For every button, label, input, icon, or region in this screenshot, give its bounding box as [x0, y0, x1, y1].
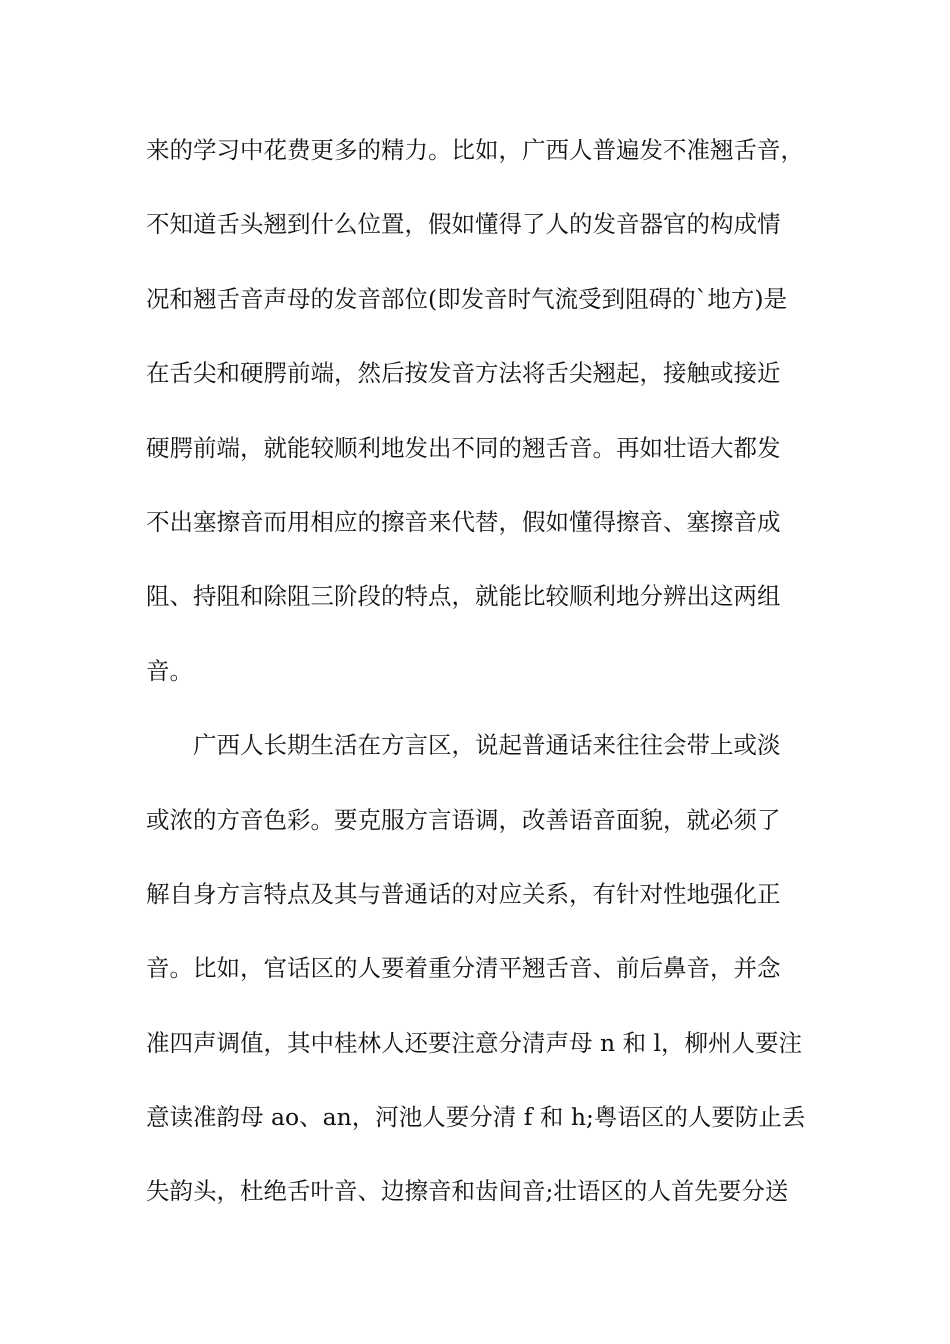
text-line: 在舌尖和硬腭前端，然后按发音方法将舌尖翘起，接触或接近 — [146, 359, 781, 388]
text-line: 来的学习中花费更多的精力。比如，广西人普遍发不准翘舌音， — [146, 136, 804, 164]
text-line: 音。 — [146, 656, 193, 685]
text-line: 意读准韵母 ao、an，河池人要分清 f 和 h;粤语区的人要防止丢 — [146, 1103, 806, 1132]
text-line: 解自身方言特点及其与普通话的对应关系，有针对性地强化正 — [146, 879, 781, 908]
text-line: 不出塞擦音而用相应的擦音来代替，假如懂得擦音、塞擦音成 — [146, 507, 781, 536]
text-line: 阻、持阻和除阻三阶段的特点，就能比较顺利地分辨出这两组 — [146, 582, 781, 611]
text-line: 失韵头，杜绝舌叶音、边擦音和齿间音;壮语区的人首先要分送 — [146, 1177, 789, 1206]
body-text — [146, 132, 806, 1248]
text-line: 不知道舌头翘到什么位置，假如懂得了人的发音器官的构成情 — [146, 210, 781, 239]
paragraph-start-line: 广西人长期生活在方言区，说起普通话来往往会带上或淡 — [193, 731, 781, 760]
text-line: 况和翘舌音声母的发音部位(即发音时气流受到阻碍的`地方)是 — [146, 284, 788, 313]
text-line: 或浓的方音色彩。要克服方言语调，改善语音面貌，就必须了 — [146, 805, 781, 834]
text-line: 硬腭前端，就能较顺利地发出不同的翘舌音。再如壮语大都发 — [146, 433, 781, 462]
text-line: 准四声调值，其中桂林人还要注意分清声母 n 和 l，柳州人要注 — [146, 1028, 803, 1057]
text-line: 音。比如，官话区的人要着重分清平翘舌音、前后鼻音，并念 — [146, 954, 781, 983]
